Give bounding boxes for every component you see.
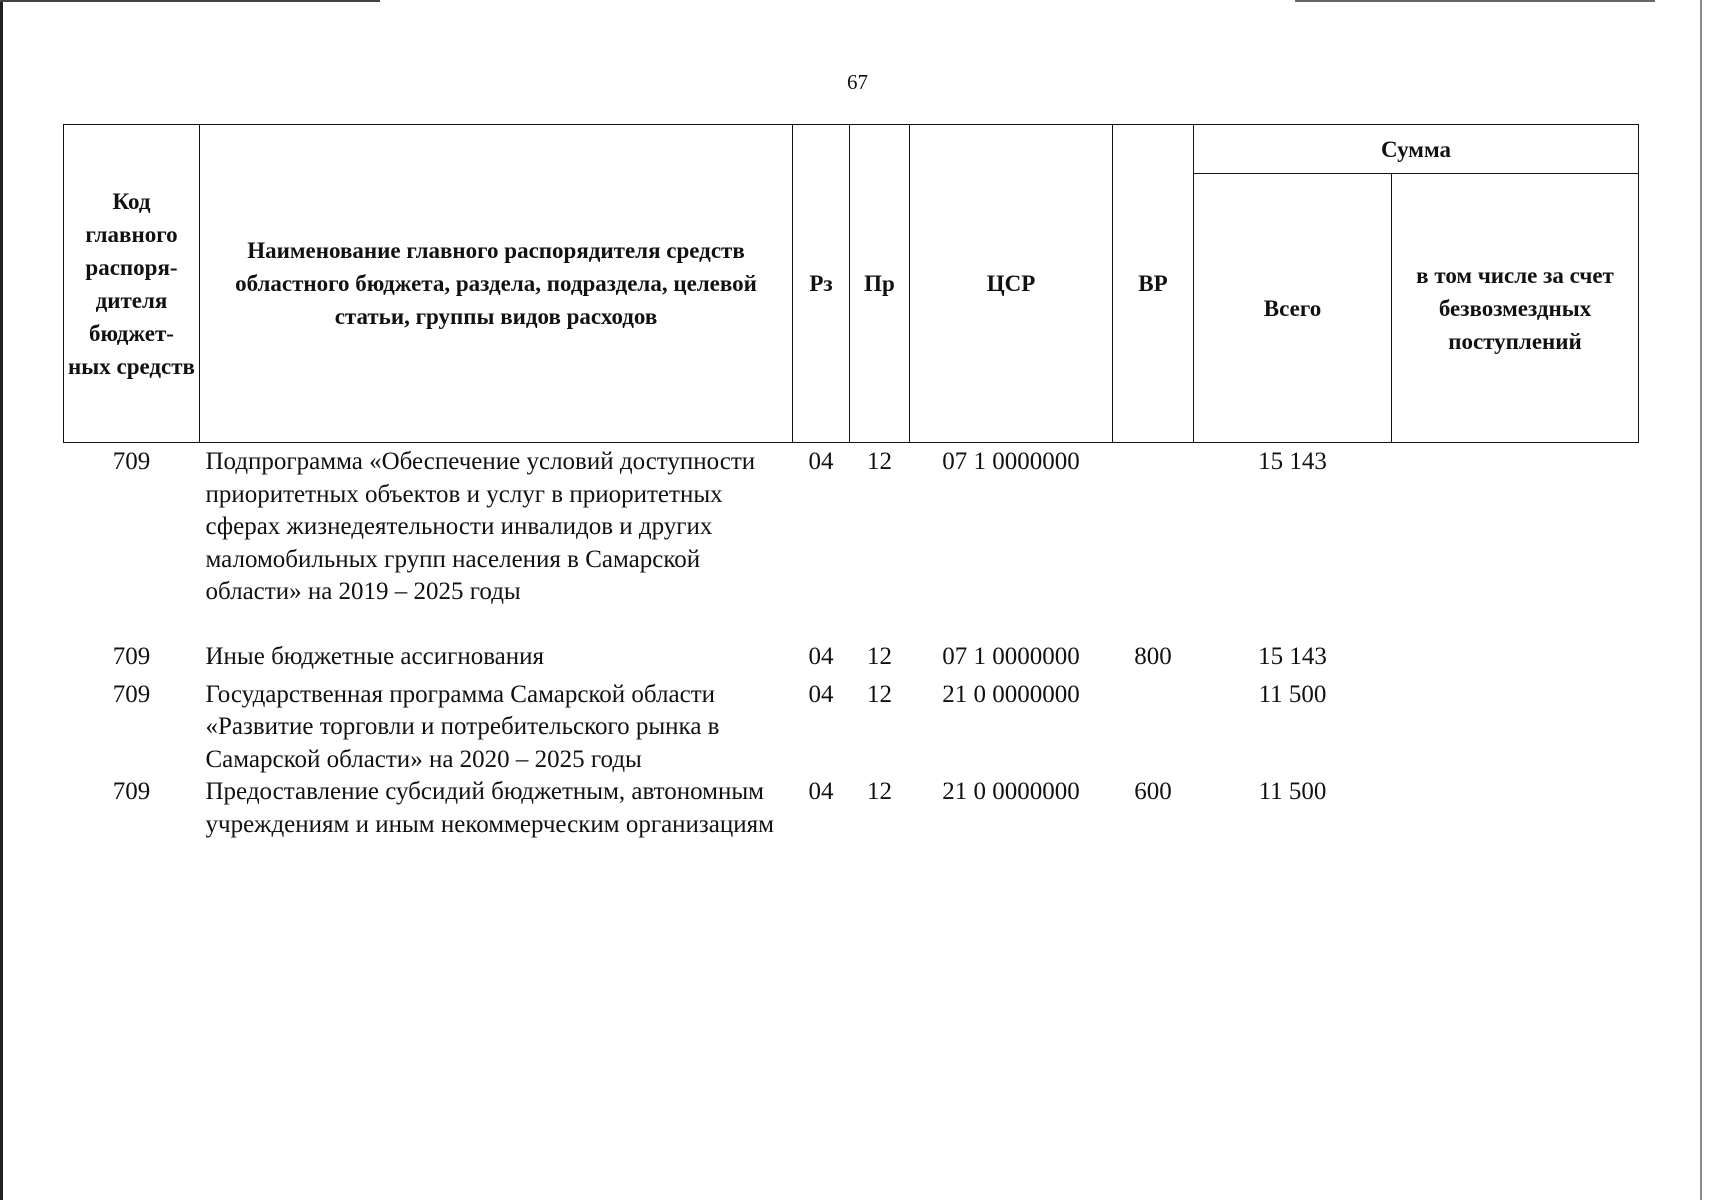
table-body (64, 443, 1639, 842)
cell-vr (1113, 443, 1194, 641)
header-free-receipts: в том числе за счет безвозмездных поступлений (1392, 174, 1639, 443)
scan-edge (0, 0, 3, 1200)
table-row (64, 679, 1639, 777)
table-row (64, 641, 1639, 679)
header-pr: Пр (850, 125, 910, 443)
header-csr: ЦСР (910, 125, 1113, 443)
cell-name: Государственная программа Самарской области «Развитие торговли и потребительского рынка в Самарской области» на 2020 – 2025 годы (205, 680, 720, 773)
cell-code: 709 (112, 448, 151, 475)
cell-rz: 04 (808, 448, 834, 475)
page-number: 67 (847, 70, 868, 94)
cell-total: 15 143 (1258, 448, 1327, 475)
cell-vr (1113, 679, 1194, 777)
cell-rz: 04 (808, 680, 834, 708)
budget-table (63, 124, 1639, 842)
cell-total: 11 500 (1258, 778, 1327, 806)
budget-table-container (63, 124, 1638, 842)
cell-pr: 12 (867, 680, 892, 708)
header-rz: Рз (793, 125, 850, 443)
scan-edge (1295, 0, 1655, 2)
cell-csr: 07 1 0000000 (942, 448, 1080, 475)
header-total: Всего (1194, 174, 1392, 443)
cell-name: Иные бюджетные ассигнования (205, 642, 545, 670)
cell-csr: 21 0 0000000 (942, 680, 1080, 708)
table-row (64, 776, 1639, 841)
cell-rz: 04 (808, 778, 834, 806)
header-row (64, 125, 1639, 174)
cell-free-receipts (1392, 443, 1639, 641)
scan-edge (1700, 0, 1702, 1200)
table-row (64, 443, 1639, 641)
cell-free-receipts (1392, 679, 1639, 777)
cell-name: Предоставление субсидий бюджетным, автономным учреждениям и иным некоммерческим организациям (205, 778, 774, 838)
cell-free-receipts (1392, 776, 1639, 841)
cell-csr: 07 1 0000000 (942, 642, 1080, 670)
cell-vr: 600 (1134, 778, 1172, 806)
table-header (64, 125, 1639, 443)
cell-pr: 12 (867, 448, 892, 475)
scan-edge (0, 0, 380, 2)
header-vr: ВР (1113, 125, 1194, 443)
cell-csr: 21 0 0000000 (942, 778, 1080, 806)
header-code: Код главного распоря-дителя бюджет-ных средств (64, 125, 200, 443)
cell-free-receipts (1392, 641, 1639, 679)
cell-code: 709 (112, 680, 151, 708)
header-sum: Сумма (1194, 125, 1639, 174)
cell-name: Подпрограмма «Обеспечение условий доступности приоритетных объектов и услуг в приоритетных сферах жизнедеятельности инвалидов и других маломобильных групп населения в Самарской области» на 2019 – 2025 годы (205, 448, 756, 606)
header-name: Наименование главного распорядителя средств областного бюджета, раздела, подраздела, целевой статьи, группы видов расходов (200, 125, 793, 443)
cell-pr: 12 (867, 642, 892, 670)
cell-pr: 12 (867, 778, 892, 806)
cell-code: 709 (112, 642, 151, 670)
cell-vr: 800 (1134, 642, 1172, 670)
cell-total: 11 500 (1258, 680, 1327, 708)
cell-rz: 04 (808, 642, 834, 670)
cell-code: 709 (112, 778, 151, 806)
cell-total: 15 143 (1258, 642, 1327, 670)
